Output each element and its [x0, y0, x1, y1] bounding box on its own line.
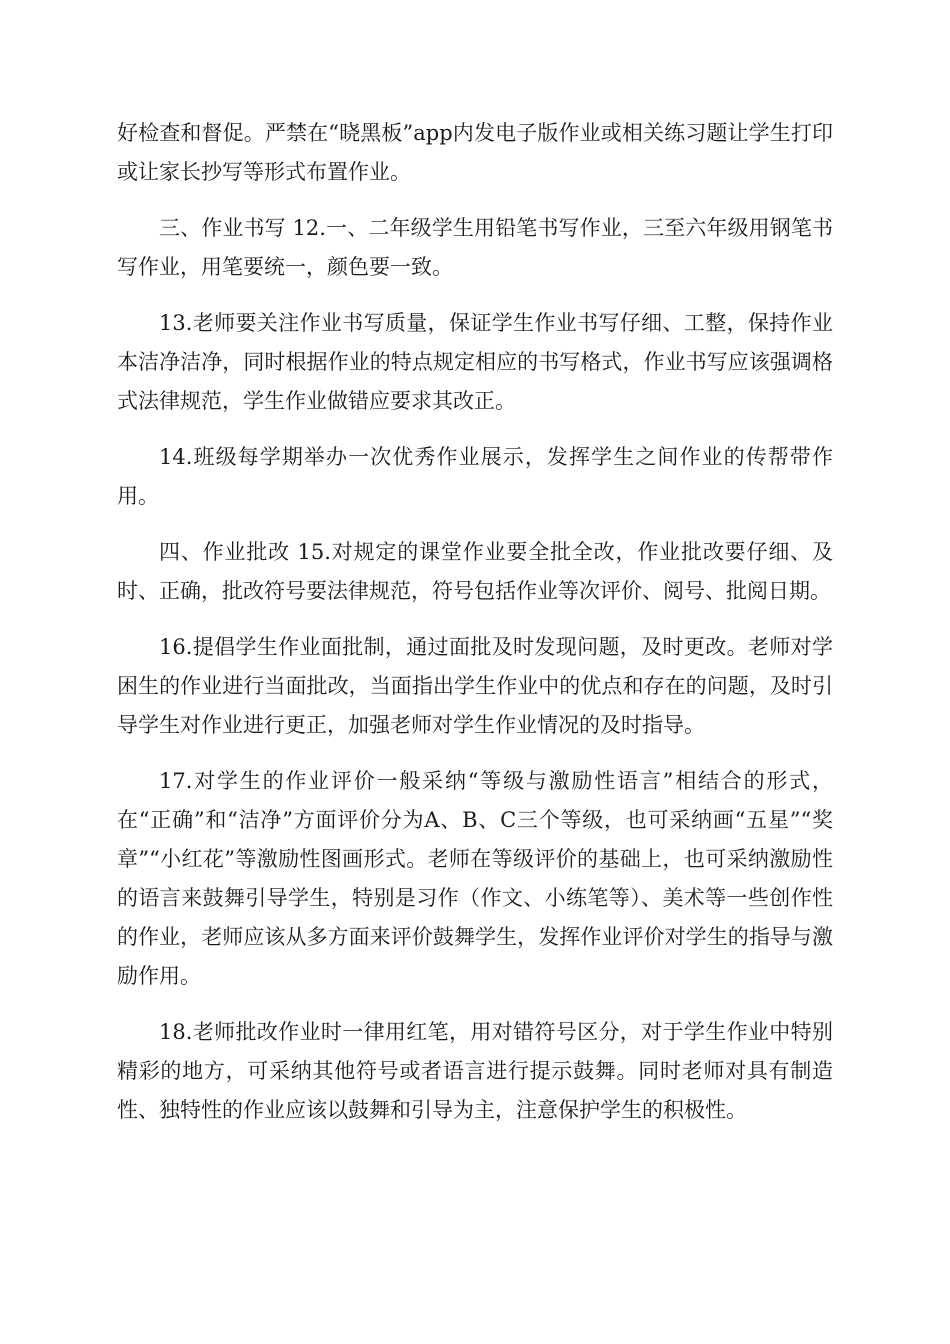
- paragraph-item-17: 17.对学生的作业评价一般采纳“等级与激励性语言”相结合的形式，在“正确”和“洁净”方面评价分为A、B、C三个等级，也可采纳画“五星”“奖章”“小红花”等激励性图画形式。老师在等级评价的基础上，也可采纳激励性的语言来鼓舞引导学生，特别是习作（作文、小练笔等）、美术等一些创作性的作业，老师应该从多方面来评价鼓舞学生，发挥作业评价对学生的指导与激励作用。: [117, 769, 833, 988]
- paragraph-section-4-item-15: 四、作业批改 15.对规定的课堂作业要全批全改，作业批改要仔细、及时、正确，批改符号要法律规范，符号包括作业等次评价、阅号、批阅日期。: [117, 540, 833, 603]
- paragraph-item-14: 14.班级每学期举办一次优秀作业展示，发挥学生之间作业的传帮带作用。: [117, 445, 833, 508]
- paragraph-continuation: 好检查和督促。严禁在“晓黑板”app内发电子版作业或相关练习题让学生打印或让家长抄写等形式布置作业。: [117, 121, 833, 184]
- paragraph-section-3-item-12: 三、作业书写 12.一、二年级学生用铅笔书写作业，三至六年级用钢笔书写作业，用笔要统一，颜色要一致。: [117, 216, 833, 279]
- document-body: [117, 114, 833, 1147]
- paragraph-item-16: 16.提倡学生作业面批制，通过面批及时发现问题，及时更改。老师对学困生的作业进行当面批改，当面指出学生作业中的优点和存在的问题，及时引导学生对作业进行更正，加强老师对学生作业情况的及时指导。: [117, 635, 833, 737]
- paragraph-item-13: 13.老师要关注作业书写质量，保证学生作业书写仔细、工整，保持作业本洁净洁净，同时根据作业的特点规定相应的书写格式，作业书写应该强调格式法律规范，学生作业做错应要求其改正。: [117, 311, 833, 413]
- paragraph-item-18: 18.老师批改作业时一律用红笔，用对错符号区分，对于学生作业中特别精彩的地方，可采纳其他符号或者语言进行提示鼓舞。同时老师对具有制造性、独特性的作业应该以鼓舞和引导为主，注意保护学生的积极性。: [117, 1020, 833, 1122]
